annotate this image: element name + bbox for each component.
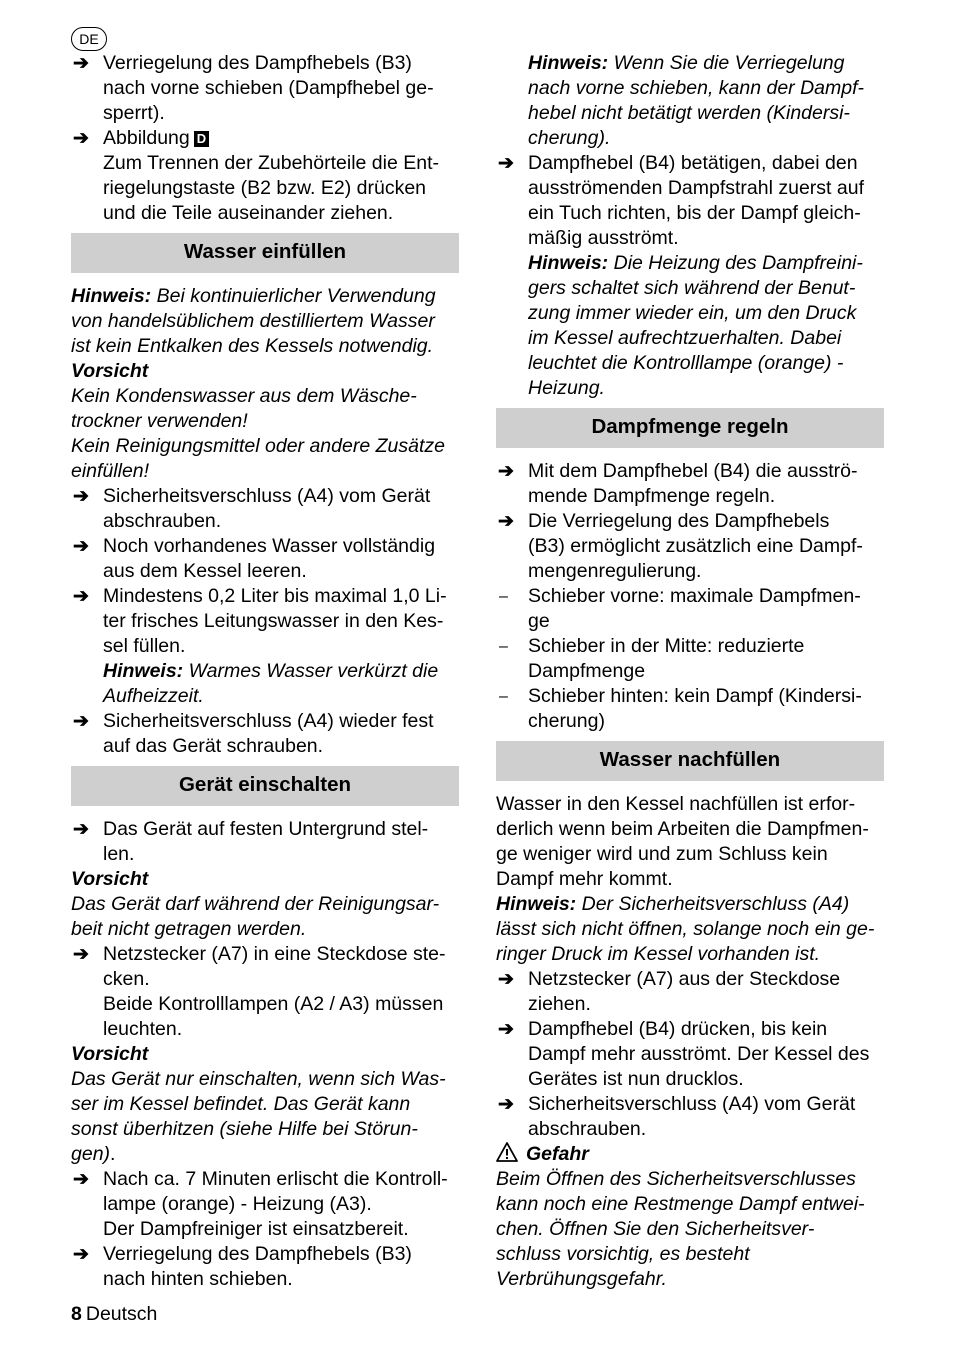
- item-text: Sicherheitsverschluss (A4) wieder fest auf das Gerät schrauben.: [103, 710, 434, 757]
- list-item: [496, 1092, 884, 1142]
- list-item: [496, 459, 884, 509]
- dash-list-item: [496, 634, 884, 684]
- item-text: Sicherheitsverschluss (A4) vom Gerät abschrauben.: [528, 1093, 856, 1140]
- hint-label: Hinweis:: [103, 660, 184, 682]
- arrow-right-icon: ➔: [498, 1094, 514, 1115]
- hint-note: [528, 51, 884, 151]
- paragraph: Wasser in den Kessel nachfüllen ist erfor- derlich wenn beim Arbeiten die Dampfmen- ge weniger wird und zum Schluss kein Dampf mehr kommt.: [496, 793, 869, 890]
- list-item: [71, 51, 459, 126]
- dash-list-item: [496, 584, 884, 634]
- warning-triangle-icon: [496, 1142, 518, 1162]
- hint-note: [103, 659, 459, 709]
- item-text: Nach ca. 7 Minuten erlischt die Kontroll- lampe (orange) - Heizung (A3). Der Dampfreiniger ist einsatzbereit.: [103, 1168, 448, 1240]
- hint-label: Hinweis:: [496, 893, 577, 915]
- page-footer: [71, 1302, 157, 1327]
- hint-block: [496, 51, 884, 151]
- hint-note: [528, 251, 884, 401]
- item-text: Mindestens 0,2 Liter bis maximal 1,0 Li- ter frisches Leitungswasser in den Kes- sel füllen.: [103, 585, 447, 657]
- arrow-right-icon: ➔: [73, 128, 89, 149]
- caution-text: Das Gerät darf während der Reinigungsar- beit nicht getragen werden.: [71, 893, 440, 940]
- right-column: [496, 51, 884, 1292]
- section-heading-dampfmenge-regeln: Dampfmenge regeln: [496, 408, 884, 448]
- caution-text: Das Gerät nur einschalten, wenn sich Was- ser im Kessel befindet. Das Gerät kann sonst überhitzen (siehe Hilfe bei Störun- gen): [71, 1068, 446, 1165]
- arrow-right-icon: ➔: [73, 1169, 89, 1190]
- hint-label: Hinweis:: [528, 252, 609, 274]
- caution-text-end: .: [110, 1143, 116, 1165]
- item-text: Sicherheitsverschluss (A4) vom Gerät abschrauben.: [103, 485, 431, 532]
- arrow-right-icon: ➔: [73, 586, 89, 607]
- arrow-right-icon: ➔: [73, 1244, 89, 1265]
- hint-text: Bei kontinuierlicher Verwendung von handelsüblichem destilliertem Wasser ist kein Entkalken des Kessels notwendig.: [71, 285, 436, 357]
- caution-text: Kein Kondenswasser aus dem Wäsche- trockner verwenden! Kein Reinigungsmittel oder andere Zusätze einfüllen!: [71, 385, 445, 482]
- arrow-right-icon: ➔: [73, 711, 89, 732]
- danger-text: Beim Öffnen des Sicherheitsverschlusses kann noch eine Restmenge Dampf entwei- chen. Öffnen Sie den Sicherheitsver- schluss vorsichtig, es besteht Verbrühungsgefahr.: [496, 1168, 865, 1290]
- item-text: Verriegelung des Dampfhebels (B3) nach vorne schieben (Dampfhebel ge- sperrt).: [103, 52, 434, 124]
- arrow-right-icon: ➔: [498, 969, 514, 990]
- hint-text: Wenn Sie die Verriegelung nach vorne schieben, kann der Dampf- hebel nicht betätigt werden (Kindersi- cherung).: [528, 52, 865, 149]
- figure-reference-label: Abbildung: [103, 127, 190, 149]
- section-heading-geraet-einschalten: Gerät einschalten: [71, 766, 459, 806]
- left-column: [71, 51, 459, 1292]
- danger-label: Gefahr: [526, 1143, 589, 1165]
- item-text: Verriegelung des Dampfhebels (B3) nach hinten schieben.: [103, 1243, 412, 1290]
- list-item: [496, 509, 884, 584]
- arrow-right-icon: ➔: [73, 53, 89, 74]
- dash-list-item: [496, 684, 884, 734]
- item-text: Netzstecker (A7) aus der Steckdose ziehen.: [528, 968, 841, 1015]
- list-item: [71, 126, 459, 226]
- dash-icon: –: [499, 638, 508, 655]
- hint-note: [71, 284, 459, 359]
- item-text: Schieber vorne: maximale Dampfmen- ge: [528, 585, 861, 632]
- arrow-right-icon: ➔: [73, 486, 89, 507]
- list-item: [71, 484, 459, 534]
- arrow-right-icon: ➔: [498, 1019, 514, 1040]
- arrow-right-icon: ➔: [498, 461, 514, 482]
- hint-text: Der Sicherheitsverschluss (A4) lässt sich nicht öffnen, solange noch ein ge- ringer Druck im Kessel vorhanden ist.: [496, 893, 875, 965]
- arrow-right-icon: ➔: [498, 153, 514, 174]
- dash-icon: –: [499, 688, 508, 705]
- hint-label: Hinweis:: [528, 52, 609, 74]
- list-item: [71, 1167, 459, 1242]
- figure-badge: D: [194, 131, 209, 147]
- item-text: Schieber in der Mitte: reduzierte Dampfmenge: [528, 635, 805, 682]
- item-text: Das Gerät auf festen Untergrund stel- len.: [103, 818, 429, 865]
- arrow-right-icon: ➔: [73, 944, 89, 965]
- item-text: Netzstecker (A7) in eine Steckdose ste- cken. Beide Kontrolllampen (A2 / A3) müssen leuchten.: [103, 943, 446, 1040]
- footer-language: Deutsch: [85, 1303, 158, 1325]
- list-item: [71, 534, 459, 584]
- item-text: Noch vorhandenes Wasser vollständig aus dem Kessel leeren.: [103, 535, 436, 582]
- item-text: Mit dem Dampfhebel (B4) die ausströ- mende Dampfmenge regeln.: [528, 460, 858, 507]
- list-item: [71, 584, 459, 709]
- item-text: Zum Trennen der Zubehörteile die Ent- riegelungstaste (B2 bzw. E2) drücken und die Teile auseinander ziehen.: [103, 152, 440, 224]
- arrow-right-icon: ➔: [73, 536, 89, 557]
- danger-heading: [496, 1142, 884, 1167]
- caution-label: Vorsicht: [71, 360, 149, 382]
- caution-label: Vorsicht: [71, 1043, 149, 1065]
- hint-text: Warmes Wasser verkürzt die Aufheizzeit.: [103, 660, 439, 707]
- section-heading-wasser-einfuellen: Wasser einfüllen: [71, 233, 459, 273]
- list-item: [496, 967, 884, 1017]
- page-number: 8: [71, 1303, 82, 1325]
- hint-note: [496, 892, 884, 967]
- language-badge: DE: [71, 27, 107, 51]
- item-text: Dampfhebel (B4) drücken, bis kein Dampf mehr ausströmt. Der Kessel des Gerätes ist nun drucklos.: [528, 1018, 870, 1090]
- section-heading-wasser-nachfuellen: Wasser nachfüllen: [496, 741, 884, 781]
- item-text: Die Verriegelung des Dampfhebels (B3) ermöglicht zusätzlich eine Dampf- mengenregulierung.: [528, 510, 863, 582]
- arrow-right-icon: ➔: [73, 819, 89, 840]
- list-item: [71, 942, 459, 1042]
- dash-icon: –: [499, 588, 508, 605]
- item-text: Schieber hinten: kein Dampf (Kindersi- cherung): [528, 685, 862, 732]
- list-item: [71, 817, 459, 867]
- hint-text: Die Heizung des Dampfreini- gers schaltet sich während der Benut- zung immer wieder ein, um den Druck im Kessel aufrechtzuerhalten. Dabei leuchtet die Kontrolllampe (orange) - Heizung.: [528, 252, 863, 399]
- list-item: [496, 1017, 884, 1092]
- list-item: [71, 1242, 459, 1292]
- list-item: [496, 151, 884, 401]
- item-text: Dampfhebel (B4) betätigen, dabei den ausströmenden Dampfstrahl zuerst auf ein Tuch richten, bis der Dampf gleich- mäßig ausströmt.: [528, 152, 864, 249]
- caution-label: Vorsicht: [71, 868, 149, 890]
- hint-label: Hinweis:: [71, 285, 152, 307]
- arrow-right-icon: ➔: [498, 511, 514, 532]
- list-item: [71, 709, 459, 759]
